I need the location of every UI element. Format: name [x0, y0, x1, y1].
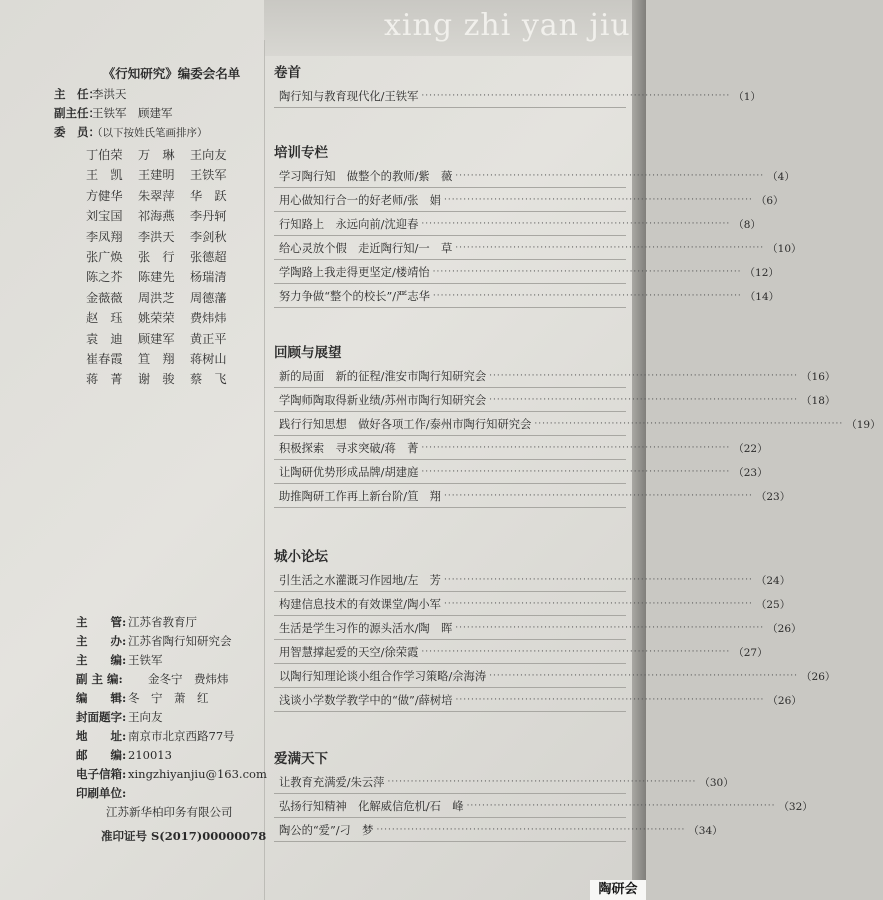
toc-entry-title: 给心灵放个假 走近陶行知/一 草 — [279, 242, 453, 255]
toc-entry-title: 浅谈小学数学教学中的“做”/薛树培 — [279, 694, 453, 707]
leader-dots: ················································································ — [455, 695, 765, 705]
member-name: 李洪天 — [138, 229, 175, 244]
leader-dots: ················································································ — [376, 825, 686, 835]
member-name: 顾建军 — [138, 331, 175, 346]
member-name: 赵 珏 — [86, 311, 123, 326]
director-label: 主 任： — [54, 87, 100, 101]
info-value: 210013 — [128, 747, 172, 762]
toc-page-number: （16） — [801, 370, 836, 383]
member-name: 费炜炜 — [190, 311, 227, 326]
toc-entry-title: 让陶研优势形成品牌/胡建庭 — [279, 466, 419, 479]
toc-page-number: （26） — [801, 670, 836, 683]
member-name: 谢 骏 — [138, 372, 175, 387]
leader-dots: ················································································ — [421, 443, 731, 453]
toc-entry-title: 用心做知行合一的好老师/张 娟 — [279, 194, 441, 207]
toc-page-number: （30） — [699, 776, 734, 789]
toc-page-number: （23） — [733, 466, 768, 479]
toc-page-number: （27） — [733, 646, 768, 659]
member-name: 万 琳 — [138, 148, 175, 162]
toc-entry-title: 努力争做“整个的校长”/严志华 — [279, 290, 430, 303]
member-name: 刘宝国 — [86, 209, 123, 224]
info-row — [76, 707, 262, 726]
member-name: 方健华 — [86, 188, 123, 203]
toc-entry[interactable] — [274, 212, 761, 236]
leader-dots: ················································································ — [443, 491, 753, 501]
director-line — [54, 86, 259, 102]
toc-entry[interactable] — [274, 388, 836, 412]
toc-section-title: 爱满天下 — [274, 751, 328, 767]
toc-entry-title: 陶行知与教育现代化/王铁军 — [279, 90, 419, 103]
info-label: 电子信箱: — [76, 766, 127, 781]
toc-entry-title: 行知路上 永远向前/沈迎春 — [279, 218, 419, 231]
member-name: 李剑秋 — [190, 229, 227, 244]
toc-page-number: （34） — [688, 824, 723, 837]
toc-section-title: 回顾与展望 — [274, 345, 342, 361]
toc-page-number: （12） — [744, 266, 779, 279]
member-name: 丁伯荣 — [86, 148, 123, 162]
info-row — [76, 745, 262, 764]
info-row — [76, 726, 262, 745]
toc-page-number: （26） — [767, 694, 802, 707]
toc-entry[interactable] — [274, 84, 761, 108]
toc-entry[interactable] — [274, 664, 836, 688]
toc-section — [274, 142, 802, 308]
info-row — [76, 650, 262, 669]
info-label: 印刷单位: — [76, 785, 127, 800]
leader-dots: ················································································ — [455, 171, 765, 181]
member-name: 姚荣荣 — [138, 311, 175, 326]
member-name: 张 行 — [138, 249, 175, 264]
director-name: 李洪天 — [92, 87, 127, 101]
toc-page-number: （26） — [767, 622, 802, 635]
leader-dots: ················································································ — [466, 801, 776, 811]
banner-text: xing zhi yan jiu — [384, 8, 631, 43]
member-name: 杨瑞清 — [190, 270, 227, 285]
info-label: 封面题字: — [76, 709, 127, 724]
toc-entry-title: 生活是学生习作的源头活水/陶 晖 — [279, 622, 453, 635]
member-name: 崔春霞 — [86, 351, 123, 366]
member-name: 黄正平 — [190, 331, 227, 346]
info-row — [76, 669, 262, 688]
leader-dots: ················································································ — [421, 647, 731, 657]
member-name: 王建明 — [138, 168, 175, 183]
leader-dots: ················································································ — [432, 267, 742, 277]
toc-entry-title: 弘扬行知精神 化解威信危机/石 峰 — [279, 800, 464, 813]
member-name: 周洪芝 — [138, 290, 175, 305]
leader-dots: ················································································ — [421, 91, 731, 101]
leader-dots: ················································································ — [534, 419, 844, 429]
members-line — [54, 124, 259, 140]
info-value: 金冬宁 费炜炜 — [148, 671, 229, 686]
members-label: 委 员： — [54, 125, 100, 139]
member-name: 祁海燕 — [138, 209, 175, 224]
leader-dots: ················································································ — [443, 575, 753, 585]
info-label: 编 辑: — [76, 690, 127, 705]
info-row — [76, 612, 262, 631]
member-name: 陈建先 — [138, 270, 175, 285]
table-of-contents — [274, 62, 881, 842]
board-title: 《行知研究》编委会名单 — [102, 66, 241, 81]
info-label: 主 管: — [76, 614, 127, 629]
toc-entry[interactable] — [274, 568, 791, 592]
leader-dots: ················································································ — [489, 371, 799, 381]
toc-entry[interactable] — [274, 818, 723, 842]
toc-entry-title: 以陶行知理论谈小组合作学习策略/佘海涛 — [279, 670, 487, 683]
info-label: 主 编: — [76, 652, 127, 667]
toc-entry-title: 构建信息技术的有效课堂/陶小军 — [279, 598, 441, 611]
member-grid — [86, 146, 259, 387]
toc-entry[interactable] — [274, 260, 779, 284]
toc-page-number: （23） — [755, 490, 791, 503]
toc-entry-title: 助推陶研工作再上新台阶/笪 翔 — [279, 490, 441, 503]
members-note: （以下按姓氏笔画排序） — [92, 127, 208, 139]
toc-entry-title: 学陶师陶取得新业绩/苏州市陶行知研究会 — [279, 394, 487, 407]
toc-entry-title: 学陶路上我走得更坚定/楼靖怡 — [279, 266, 430, 279]
toc-page-number: （25） — [755, 598, 791, 611]
toc-entry[interactable] — [274, 236, 802, 260]
info-row — [76, 783, 262, 802]
member-name: 李凤翔 — [86, 229, 123, 244]
leader-dots: ················································································ — [421, 467, 731, 477]
watermark-logo: 陶研会 — [590, 880, 646, 900]
member-name: 蒋 菁 — [86, 372, 123, 387]
info-value: xingzhiyanjiu@163.com — [128, 766, 267, 781]
deputy-label: 副主任： — [54, 106, 100, 120]
toc-entry[interactable] — [274, 284, 780, 308]
leader-dots: ················································································ — [489, 395, 799, 405]
info-value: 江苏新华柏印务有限公司 — [106, 804, 233, 819]
toc-entry-title: 新的局面 新的征程/淮安市陶行知研究会 — [279, 370, 487, 383]
toc-entry-title: 践行行知思想 做好各项工作/泰州市陶行知研究会 — [279, 418, 532, 431]
leader-dots: ················································································ — [443, 599, 753, 609]
leader-dots: ················································································ — [455, 623, 765, 633]
member-name: 蒋树山 — [190, 351, 227, 366]
info-value: 江苏省教育厅 — [128, 614, 197, 629]
toc-entry[interactable] — [274, 616, 802, 640]
toc-page-number: （6） — [755, 194, 784, 207]
member-name: 王向友 — [190, 148, 227, 162]
leader-dots: ················································································ — [443, 195, 753, 205]
toc-entry[interactable] — [274, 436, 768, 460]
toc-entry-title: 让教育充满爱/朱云萍 — [279, 776, 385, 789]
toc-section — [274, 748, 813, 842]
toc-page-number: （32） — [778, 800, 813, 813]
toc-page-number: （8） — [733, 218, 761, 231]
member-name: 张广焕 — [86, 249, 123, 264]
leader-dots: ················································································ — [387, 777, 697, 787]
toc-page-number: （1） — [733, 90, 761, 103]
toc-section — [274, 62, 761, 108]
leader-dots: ················································································ — [432, 291, 742, 301]
toc-entry[interactable] — [274, 460, 768, 484]
member-name: 李丹轲 — [190, 209, 227, 224]
member-name: 朱翠萍 — [138, 188, 175, 203]
toc-entry-title: 陶公的“爱”/刁 梦 — [279, 824, 374, 837]
info-value: 南京市北京西路77号 — [128, 728, 235, 743]
info-value: 王向友 — [128, 709, 163, 724]
toc-page-number: （18） — [801, 394, 836, 407]
toc-section-title: 培训专栏 — [274, 145, 328, 161]
member-name: 华 跃 — [190, 188, 227, 203]
toc-section-title: 卷首 — [274, 65, 301, 81]
permit-number: 准印证号 S(2017)00000078 — [101, 829, 267, 843]
toc-page-number: （14） — [744, 290, 780, 303]
member-name: 王铁军 — [190, 168, 227, 183]
info-row — [76, 688, 262, 707]
member-name: 陈之芥 — [86, 270, 123, 285]
info-label: 主 办: — [76, 633, 127, 648]
member-name: 周德藩 — [190, 290, 227, 305]
toc-entry[interactable] — [274, 640, 768, 664]
info-label: 副 主 编: — [76, 671, 123, 686]
deputy-names: 王铁军 顾建军 — [92, 106, 173, 120]
toc-section — [274, 342, 881, 508]
info-label: 地 址: — [76, 728, 127, 743]
publication-info — [76, 612, 267, 821]
deputy-line — [54, 105, 259, 121]
info-value: 冬 宁 萧 红 — [128, 690, 209, 705]
member-name: 张德超 — [190, 249, 227, 264]
toc-page-number: （10） — [767, 242, 802, 255]
toc-page-number: （22） — [733, 442, 768, 455]
info-row — [76, 802, 262, 821]
toc-entry[interactable] — [274, 364, 836, 388]
toc-page-number: （19） — [846, 418, 881, 431]
member-name: 袁 迪 — [86, 331, 123, 346]
toc-entry-title: 积极探索 寻求突破/蒋 菁 — [279, 442, 419, 455]
member-name: 蔡 飞 — [190, 372, 227, 387]
toc-entry-title: 学习陶行知 做整个的教师/紫 薇 — [279, 170, 453, 183]
info-row — [76, 631, 262, 650]
leader-dots: ················································································ — [489, 671, 799, 681]
toc-entry[interactable] — [274, 188, 784, 212]
editorial-board — [54, 64, 259, 387]
toc-entry[interactable] — [274, 412, 881, 436]
member-name: 王 凯 — [86, 168, 123, 183]
toc-entry[interactable] — [274, 688, 802, 712]
toc-entry[interactable] — [274, 484, 791, 508]
toc-section — [274, 546, 836, 712]
member-name: 笪 翔 — [138, 351, 175, 366]
info-label: 邮 编: — [76, 747, 127, 762]
toc-entry[interactable] — [274, 592, 791, 616]
toc-entry[interactable] — [274, 794, 813, 818]
info-row — [76, 764, 267, 783]
toc-entry-title: 引生活之水灌溉习作园地/左 芳 — [279, 574, 441, 587]
member-name: 金薇薇 — [86, 290, 123, 305]
toc-entry[interactable] — [274, 164, 795, 188]
toc-section-title: 城小论坛 — [274, 549, 328, 565]
leader-dots: ················································································ — [455, 243, 765, 253]
toc-page-number: （24） — [755, 574, 791, 587]
info-value: 江苏省陶行知研究会 — [128, 633, 232, 648]
leader-dots: ················································································ — [421, 219, 731, 229]
toc-entry[interactable] — [274, 770, 734, 794]
info-value: 王铁军 — [128, 652, 163, 667]
toc-entry-title: 用智慧撑起爱的天空/徐荣霞 — [279, 646, 419, 659]
toc-page-number: （4） — [767, 170, 795, 183]
